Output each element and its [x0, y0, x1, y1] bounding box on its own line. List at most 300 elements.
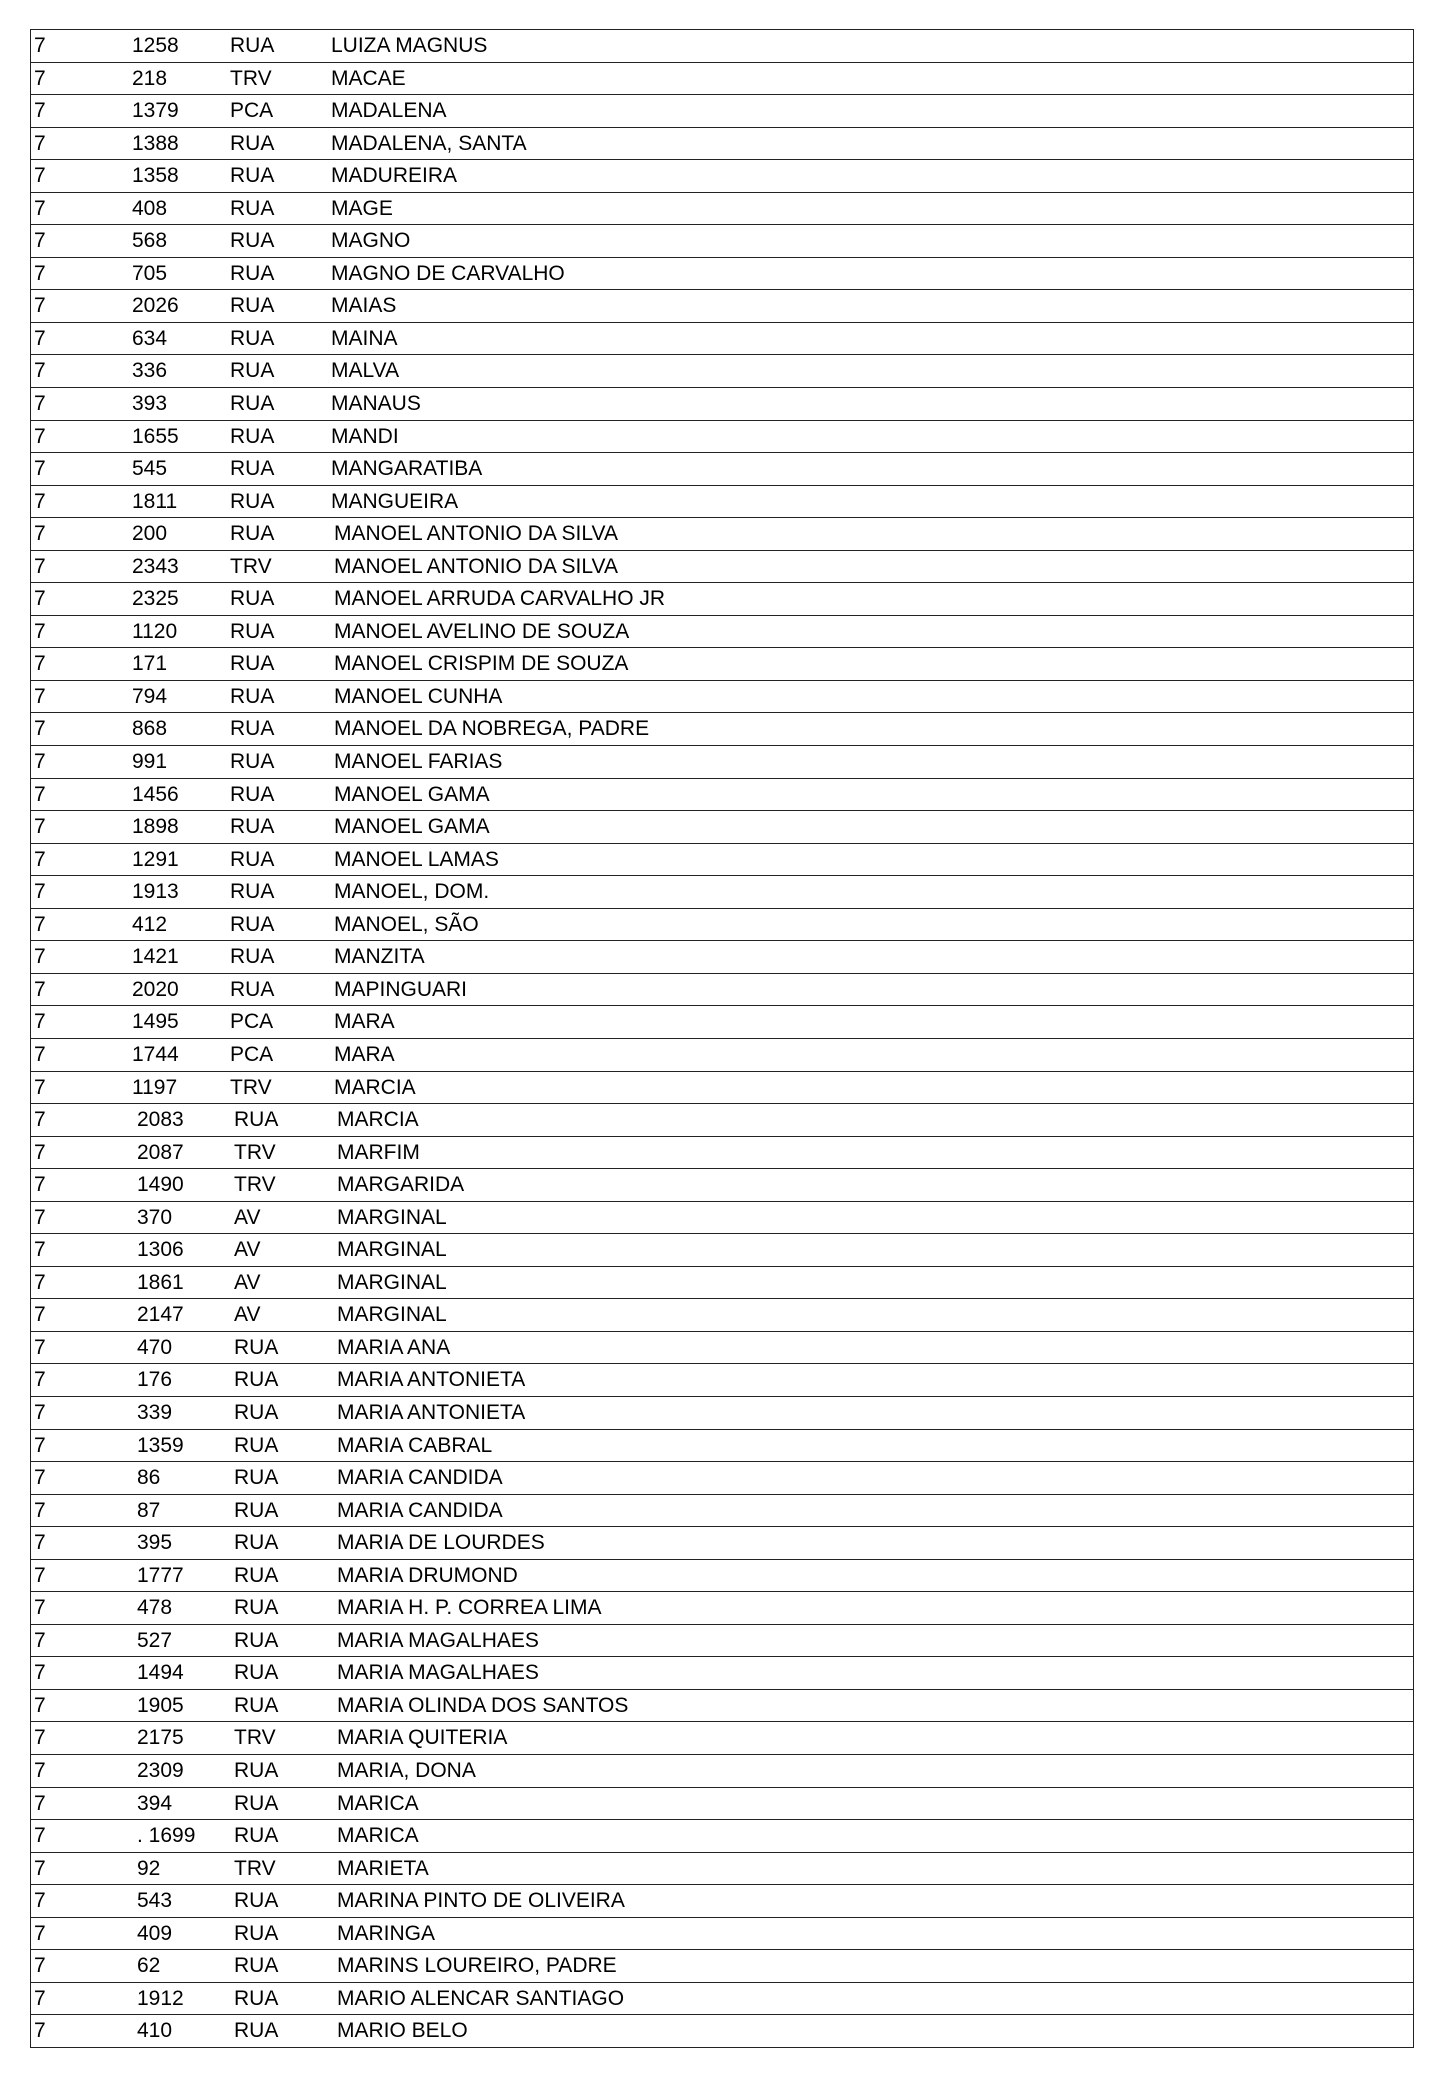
street-name-cell: MAGE — [331, 196, 393, 220]
street-type-cell: RUA — [230, 945, 275, 969]
zone-cell: 7 — [34, 684, 46, 708]
street-type-cell: RUA — [234, 1466, 279, 1490]
code-cell: 1655 — [132, 424, 179, 448]
zone-cell: 7 — [34, 619, 46, 643]
code-cell: 1258 — [132, 34, 179, 57]
table-row — [31, 388, 1413, 421]
zone-cell: 7 — [34, 1921, 46, 1945]
code-cell: 394 — [137, 1791, 173, 1815]
table-row — [31, 1299, 1413, 1332]
code-cell: 1358 — [132, 164, 179, 188]
table-row — [31, 844, 1413, 877]
code-cell: 1379 — [132, 99, 179, 123]
zone-cell: 7 — [34, 1042, 46, 1066]
street-type-cell: TRV — [234, 1140, 276, 1164]
street-type-cell: RUA — [230, 164, 275, 188]
table-row — [31, 1983, 1413, 2016]
table-row — [31, 681, 1413, 714]
code-cell: 1913 — [132, 880, 179, 904]
code-cell: 1861 — [137, 1270, 184, 1294]
street-type-cell: RUA — [234, 1498, 279, 1522]
zone-cell: 7 — [34, 196, 46, 220]
code-cell: 336 — [132, 359, 168, 383]
street-name-cell: MANZITA — [334, 945, 425, 969]
street-name-cell: MARIA OLINDA DOS SANTOS — [337, 1693, 629, 1717]
zone-cell: 7 — [34, 1205, 46, 1229]
zone-cell: 7 — [34, 945, 46, 969]
street-name-cell: MARIA, DONA — [337, 1758, 476, 1782]
street-list-table — [30, 29, 1414, 2048]
code-cell: 1898 — [132, 815, 179, 839]
street-type-cell: RUA — [234, 1824, 279, 1848]
table-row — [31, 1430, 1413, 1463]
table-row — [31, 1755, 1413, 1788]
zone-cell: 7 — [34, 1628, 46, 1652]
street-type-cell: RUA — [234, 2019, 279, 2043]
zone-cell: 7 — [34, 847, 46, 871]
street-name-cell: MARA — [334, 1042, 395, 1066]
code-cell: 2175 — [137, 1726, 184, 1750]
street-type-cell: RUA — [230, 457, 275, 481]
code-cell: 1388 — [132, 131, 179, 155]
street-name-cell: MANOEL GAMA — [334, 782, 490, 806]
table-row — [31, 290, 1413, 323]
zone-cell: 7 — [34, 1108, 46, 1132]
code-cell: 634 — [132, 326, 168, 350]
code-cell: 1197 — [132, 1075, 178, 1099]
street-type-cell: TRV — [230, 554, 272, 578]
code-cell: 2020 — [132, 977, 179, 1001]
zone-cell: 7 — [34, 1856, 46, 1880]
street-name-cell: MARIA H. P. CORREA LIMA — [337, 1596, 602, 1620]
code-cell: 543 — [137, 1889, 173, 1913]
street-type-cell: TRV — [230, 1075, 272, 1099]
zone-cell: 7 — [34, 66, 46, 90]
street-name-cell: MANOEL, SÃO — [334, 912, 479, 936]
table-row — [31, 2015, 1413, 2048]
code-cell: 1306 — [137, 1238, 184, 1262]
street-type-cell: RUA — [234, 1954, 279, 1978]
zone-cell: 7 — [34, 782, 46, 806]
street-name-cell: MARIA MAGALHAES — [337, 1628, 539, 1652]
zone-cell: 7 — [34, 652, 46, 676]
zone-cell: 7 — [34, 880, 46, 904]
street-type-cell: RUA — [230, 489, 275, 513]
street-type-cell: TRV — [234, 1856, 276, 1880]
table-row — [31, 30, 1413, 63]
street-type-cell: TRV — [234, 1726, 276, 1750]
code-cell: 86 — [137, 1466, 161, 1490]
street-type-cell: RUA — [230, 424, 275, 448]
code-cell: 1811 — [132, 489, 178, 513]
street-name-cell: MARGINAL — [337, 1205, 447, 1229]
zone-cell: 7 — [34, 34, 46, 57]
table-row — [31, 713, 1413, 746]
table-row — [31, 811, 1413, 844]
table-row — [31, 1137, 1413, 1170]
street-type-cell: PCA — [230, 99, 274, 123]
table-row — [31, 1397, 1413, 1430]
table-row — [31, 1560, 1413, 1593]
zone-cell: 7 — [34, 294, 46, 318]
street-name-cell: LUIZA MAGNUS — [331, 34, 488, 57]
table-row — [31, 1592, 1413, 1625]
table-row — [31, 63, 1413, 96]
table-row — [31, 258, 1413, 291]
street-name-cell: MANOEL GAMA — [334, 815, 490, 839]
code-cell: 218 — [132, 66, 168, 90]
table-row — [31, 1950, 1413, 1983]
zone-cell: 7 — [34, 1173, 46, 1197]
zone-cell: 7 — [34, 1335, 46, 1359]
table-row — [31, 648, 1413, 681]
zone-cell: 7 — [34, 587, 46, 611]
street-name-cell: MARIO ALENCAR SANTIAGO — [337, 1986, 625, 2010]
street-name-cell: MALVA — [331, 359, 400, 383]
street-type-cell: TRV — [234, 1173, 276, 1197]
zone-cell: 7 — [34, 1303, 46, 1327]
zone-cell: 7 — [34, 1726, 46, 1750]
zone-cell: 7 — [34, 489, 46, 513]
code-cell: 568 — [132, 229, 168, 253]
table-row — [31, 1722, 1413, 1755]
table-row — [31, 1332, 1413, 1365]
zone-cell: 7 — [34, 457, 46, 481]
table-row — [31, 1072, 1413, 1105]
table-row — [31, 1364, 1413, 1397]
street-name-cell: MANOEL, DOM. — [334, 880, 490, 904]
street-name-cell: MAINA — [331, 326, 398, 350]
table-row — [31, 583, 1413, 616]
street-name-cell: MARIA DE LOURDES — [337, 1531, 545, 1555]
street-type-cell: AV — [234, 1270, 261, 1294]
street-type-cell: RUA — [230, 587, 275, 611]
table-row — [31, 746, 1413, 779]
street-name-cell: MANOEL ANTONIO DA SILVA — [334, 522, 618, 546]
table-row — [31, 779, 1413, 812]
zone-cell: 7 — [34, 1238, 46, 1262]
street-name-cell: MARICA — [337, 1824, 419, 1848]
street-name-cell: MARGINAL — [337, 1303, 447, 1327]
table-row — [31, 909, 1413, 942]
table-row — [31, 1169, 1413, 1202]
street-name-cell: MARA — [334, 1010, 395, 1034]
zone-cell: 7 — [34, 261, 46, 285]
zone-cell: 7 — [34, 1270, 46, 1294]
zone-cell: 7 — [34, 1889, 46, 1913]
zone-cell: 7 — [34, 1075, 46, 1099]
table-row — [31, 1104, 1413, 1137]
code-cell: 1912 — [137, 1986, 184, 2010]
table-row — [31, 518, 1413, 551]
street-name-cell: MANOEL AVELINO DE SOUZA — [334, 619, 630, 643]
table-row — [31, 486, 1413, 519]
street-type-cell: PCA — [230, 1042, 274, 1066]
code-cell: 408 — [132, 196, 168, 220]
code-cell: 395 — [137, 1531, 173, 1555]
street-name-cell: MARIETA — [337, 1856, 429, 1880]
code-cell: 1421 — [132, 945, 179, 969]
zone-cell: 7 — [34, 1498, 46, 1522]
street-name-cell: MARINA PINTO DE OLIVEIRA — [337, 1889, 625, 1913]
street-name-cell: MANOEL ANTONIO DA SILVA — [334, 554, 618, 578]
table-row — [31, 1234, 1413, 1267]
code-cell: 1494 — [137, 1661, 184, 1685]
street-type-cell: RUA — [234, 1563, 279, 1587]
street-type-cell: RUA — [234, 1791, 279, 1815]
street-type-cell: TRV — [230, 66, 272, 90]
zone-cell: 7 — [34, 424, 46, 448]
street-name-cell: MANOEL CUNHA — [334, 684, 503, 708]
street-name-cell: MADALENA, SANTA — [331, 131, 527, 155]
zone-cell: 7 — [34, 1791, 46, 1815]
code-cell: 1905 — [137, 1693, 184, 1717]
street-name-cell: MARCIA — [337, 1108, 419, 1132]
code-cell: 87 — [137, 1498, 161, 1522]
code-cell: 339 — [137, 1400, 173, 1424]
street-name-cell: MANOEL CRISPIM DE SOUZA — [334, 652, 629, 676]
code-cell: 409 — [137, 1921, 173, 1945]
zone-cell: 7 — [34, 326, 46, 350]
street-type-cell: RUA — [234, 1335, 279, 1359]
street-type-cell: RUA — [230, 34, 275, 57]
code-cell: 1120 — [132, 619, 178, 643]
table-row — [31, 1006, 1413, 1039]
street-type-cell: RUA — [230, 294, 275, 318]
code-cell: 2087 — [137, 1140, 184, 1164]
table-row — [31, 876, 1413, 909]
code-cell: 412 — [132, 912, 168, 936]
street-name-cell: MARIA ANA — [337, 1335, 451, 1359]
table-row — [31, 1202, 1413, 1235]
zone-cell: 7 — [34, 2019, 46, 2043]
code-cell: 868 — [132, 717, 168, 741]
street-name-cell: MANOEL ARRUDA CARVALHO JR — [334, 587, 666, 611]
street-name-cell: MARIA DRUMOND — [337, 1563, 518, 1587]
table-row — [31, 1527, 1413, 1560]
table-row — [31, 1820, 1413, 1853]
zone-cell: 7 — [34, 1954, 46, 1978]
street-type-cell: RUA — [234, 1758, 279, 1782]
table-row — [31, 1853, 1413, 1886]
street-name-cell: MAIAS — [331, 294, 397, 318]
code-cell: 200 — [132, 522, 168, 546]
street-type-cell: RUA — [230, 977, 275, 1001]
code-cell: 470 — [137, 1335, 173, 1359]
street-type-cell: RUA — [230, 847, 275, 871]
street-type-cell: RUA — [234, 1693, 279, 1717]
street-type-cell: RUA — [230, 717, 275, 741]
table-row — [31, 95, 1413, 128]
code-cell: 1291 — [132, 847, 179, 871]
street-name-cell: MARGINAL — [337, 1270, 447, 1294]
table-row — [31, 1039, 1413, 1072]
code-cell: 410 — [137, 2019, 173, 2043]
table-row — [31, 1788, 1413, 1821]
street-type-cell: RUA — [230, 880, 275, 904]
table-row — [31, 193, 1413, 226]
code-cell: 1744 — [132, 1042, 179, 1066]
zone-cell: 7 — [34, 131, 46, 155]
street-type-cell: RUA — [230, 619, 275, 643]
street-type-cell: RUA — [234, 1368, 279, 1392]
code-cell: 527 — [137, 1628, 173, 1652]
street-name-cell: MARFIM — [337, 1140, 420, 1164]
street-type-cell: RUA — [234, 1108, 279, 1132]
street-name-cell: MANOEL LAMAS — [334, 847, 499, 871]
street-type-cell: RUA — [230, 782, 275, 806]
street-type-cell: RUA — [234, 1628, 279, 1652]
street-type-cell: RUA — [230, 522, 275, 546]
street-name-cell: MARGINAL — [337, 1238, 447, 1262]
code-cell: 370 — [137, 1205, 173, 1229]
street-type-cell: RUA — [230, 652, 275, 676]
street-type-cell: RUA — [230, 196, 275, 220]
street-type-cell: RUA — [234, 1433, 279, 1457]
street-name-cell: MANGARATIBA — [331, 457, 483, 481]
street-type-cell: RUA — [234, 1986, 279, 2010]
street-type-cell: RUA — [234, 1531, 279, 1555]
code-cell: 991 — [132, 750, 168, 774]
table-row — [31, 1625, 1413, 1658]
street-name-cell: MARICA — [337, 1791, 419, 1815]
street-name-cell: MAGNO DE CARVALHO — [331, 261, 565, 285]
table-row — [31, 1267, 1413, 1300]
table-row — [31, 160, 1413, 193]
street-name-cell: MANOEL FARIAS — [334, 750, 503, 774]
street-name-cell: MARINS LOUREIRO, PADRE — [337, 1954, 617, 1978]
street-name-cell: MARIA QUITERIA — [337, 1726, 508, 1750]
code-cell: 176 — [137, 1368, 173, 1392]
street-name-cell: MACAE — [331, 66, 406, 90]
code-cell: 2147 — [137, 1303, 184, 1327]
street-name-cell: MARIA CANDIDA — [337, 1466, 503, 1490]
street-name-cell: MADUREIRA — [331, 164, 458, 188]
table-row — [31, 421, 1413, 454]
street-type-cell: AV — [234, 1303, 261, 1327]
street-name-cell: MAGNO — [331, 229, 411, 253]
code-cell: 393 — [132, 392, 168, 416]
street-name-cell: MARIA MAGALHAES — [337, 1661, 539, 1685]
zone-cell: 7 — [34, 392, 46, 416]
code-cell: 92 — [137, 1856, 161, 1880]
table-row — [31, 128, 1413, 161]
street-name-cell: MANGUEIRA — [331, 489, 459, 513]
street-name-cell: MANOEL DA NOBREGA, PADRE — [334, 717, 650, 741]
street-type-cell: RUA — [234, 1596, 279, 1620]
street-name-cell: MADALENA — [331, 99, 447, 123]
street-type-cell: RUA — [230, 392, 275, 416]
zone-cell: 7 — [34, 1596, 46, 1620]
code-cell: 794 — [132, 684, 168, 708]
code-cell: 705 — [132, 261, 168, 285]
zone-cell: 7 — [34, 1466, 46, 1490]
table-row — [31, 225, 1413, 258]
zone-cell: 7 — [34, 1010, 46, 1034]
zone-cell: 7 — [34, 164, 46, 188]
zone-cell: 7 — [34, 1758, 46, 1782]
code-cell: 1456 — [132, 782, 179, 806]
table-row — [31, 974, 1413, 1007]
zone-cell: 7 — [34, 1433, 46, 1457]
code-cell: 545 — [132, 457, 168, 481]
street-type-cell: RUA — [230, 261, 275, 285]
code-cell: 1495 — [132, 1010, 179, 1034]
street-type-cell: RUA — [234, 1661, 279, 1685]
zone-cell: 7 — [34, 1693, 46, 1717]
zone-cell: 7 — [34, 1661, 46, 1685]
table-row — [31, 323, 1413, 356]
street-name-cell: MARINGA — [337, 1921, 436, 1945]
table-row — [31, 1462, 1413, 1495]
zone-cell: 7 — [34, 1563, 46, 1587]
table-row — [31, 1918, 1413, 1951]
table-row — [31, 1885, 1413, 1918]
code-cell: 2309 — [137, 1758, 184, 1782]
zone-cell: 7 — [34, 912, 46, 936]
zone-cell: 7 — [34, 1400, 46, 1424]
table-row — [31, 355, 1413, 388]
street-name-cell: MARIO BELO — [337, 2019, 468, 2043]
zone-cell: 7 — [34, 717, 46, 741]
code-cell: . 1699 — [137, 1824, 196, 1848]
street-type-cell: RUA — [234, 1921, 279, 1945]
street-type-cell: RUA — [230, 229, 275, 253]
street-type-cell: RUA — [234, 1889, 279, 1913]
code-cell: 2026 — [132, 294, 179, 318]
code-cell: 62 — [137, 1954, 161, 1978]
street-type-cell: RUA — [230, 912, 275, 936]
zone-cell: 7 — [34, 750, 46, 774]
zone-cell: 7 — [34, 1531, 46, 1555]
table-row — [31, 941, 1413, 974]
table-row — [31, 1495, 1413, 1528]
code-cell: 2083 — [137, 1108, 184, 1132]
street-type-cell: AV — [234, 1238, 261, 1262]
street-type-cell: RUA — [230, 684, 275, 708]
zone-cell: 7 — [34, 359, 46, 383]
street-name-cell: MANAUS — [331, 392, 421, 416]
zone-cell: 7 — [34, 1140, 46, 1164]
street-name-cell: MARIA ANTONIETA — [337, 1368, 526, 1392]
zone-cell: 7 — [34, 1368, 46, 1392]
code-cell: 171 — [132, 652, 168, 676]
code-cell: 1777 — [137, 1563, 184, 1587]
code-cell: 2343 — [132, 554, 179, 578]
street-type-cell: RUA — [230, 815, 275, 839]
code-cell: 1490 — [137, 1173, 184, 1197]
zone-cell: 7 — [34, 229, 46, 253]
table-row — [31, 453, 1413, 486]
street-type-cell: PCA — [230, 1010, 274, 1034]
zone-cell: 7 — [34, 1986, 46, 2010]
zone-cell: 7 — [34, 554, 46, 578]
street-type-cell: RUA — [230, 359, 275, 383]
code-cell: 1359 — [137, 1433, 184, 1457]
street-name-cell: MARIA ANTONIETA — [337, 1400, 526, 1424]
zone-cell: 7 — [34, 1824, 46, 1848]
code-cell: 478 — [137, 1596, 173, 1620]
street-name-cell: MARCIA — [334, 1075, 416, 1099]
zone-cell: 7 — [34, 977, 46, 1001]
street-name-cell: MARGARIDA — [337, 1173, 465, 1197]
code-cell: 2325 — [132, 587, 179, 611]
table-row — [31, 1690, 1413, 1723]
table-row — [31, 1657, 1413, 1690]
street-name-cell: MAPINGUARI — [334, 977, 468, 1001]
street-type-cell: RUA — [230, 131, 275, 155]
zone-cell: 7 — [34, 522, 46, 546]
